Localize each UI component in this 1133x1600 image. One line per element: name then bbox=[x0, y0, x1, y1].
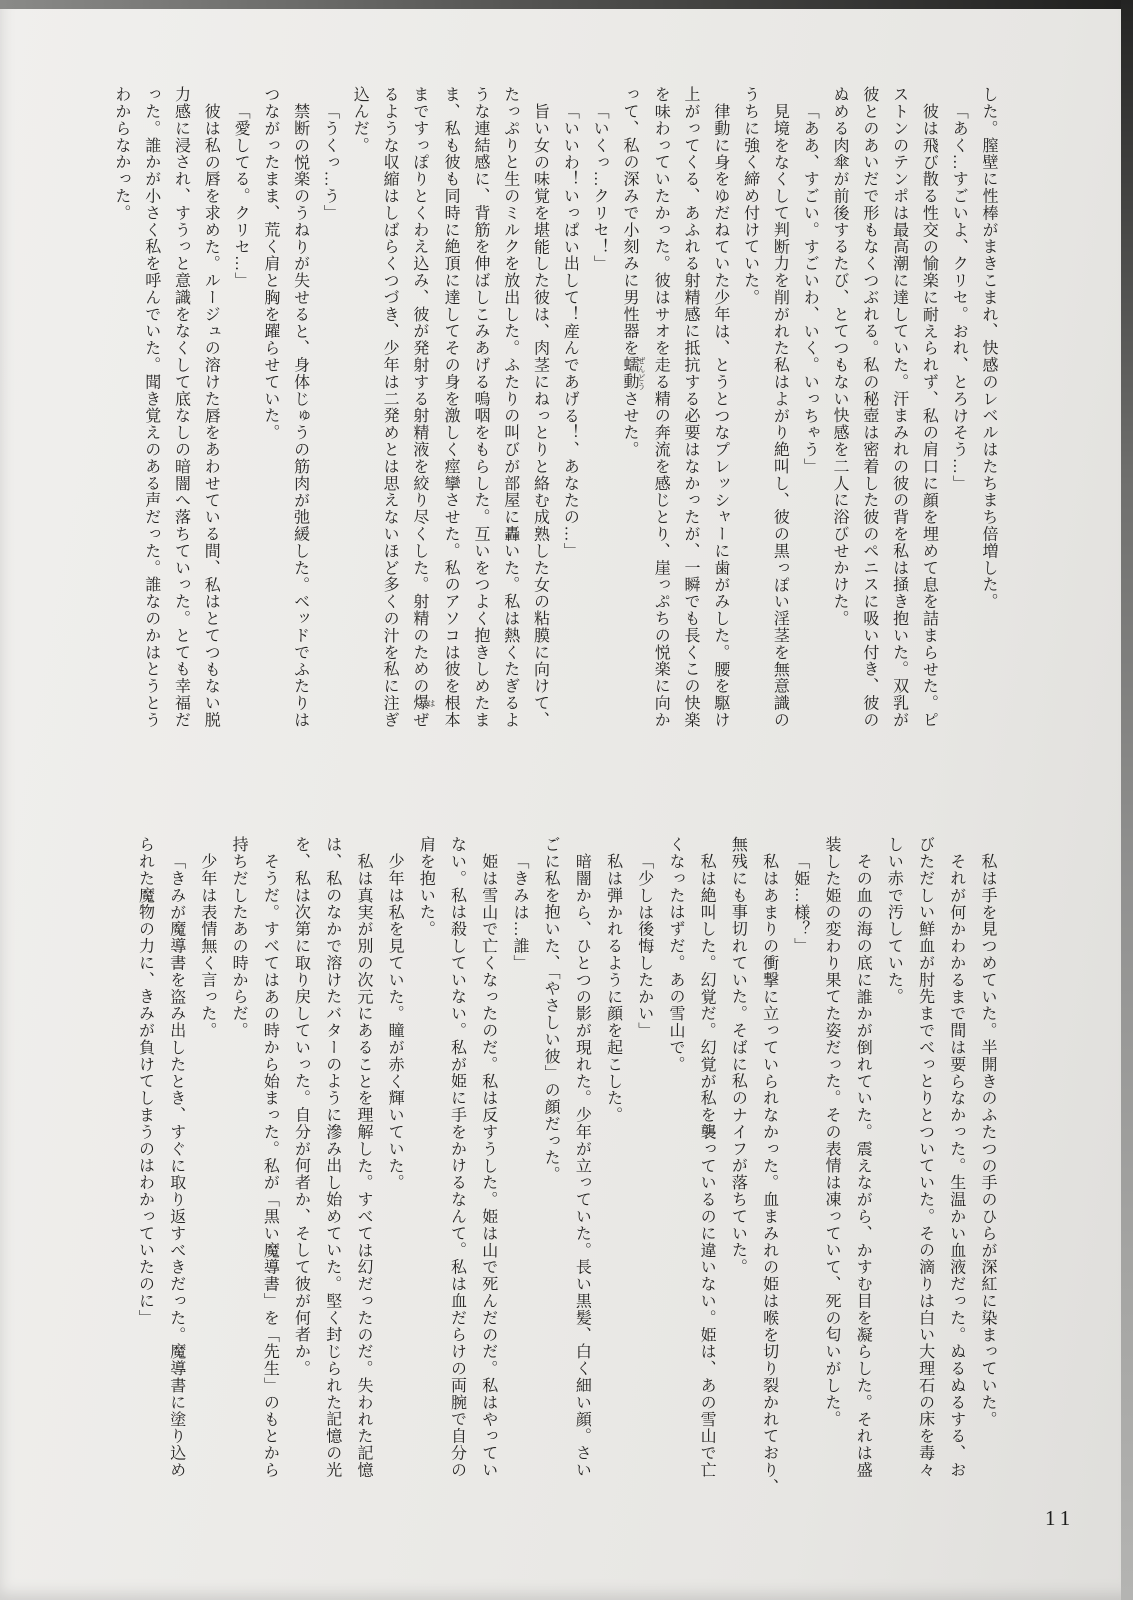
text-column: 持ちだしたあの時からだ。 bbox=[230, 836, 248, 1039]
text-column: うな連結感に、背筋を伸ばしこみあげる嗚咽をもらした。互いをつよく抱きしめたま bbox=[471, 86, 489, 729]
text-column: たっぷりと生のミルクを放出した。ふたりの叫びが部屋に轟いた。私は熱くたぎるよ bbox=[501, 86, 519, 729]
text-column: 装した姫の変わり果てた姿だった。その表情は凍っていて、死の匂いがした。 bbox=[822, 836, 840, 1428]
text-column: 上がってくる、あふれる射精感に抵抗する必要はなかったが、一瞬でも長くこの快楽 bbox=[682, 86, 700, 729]
text-column: 見境をなくして判断力を削がれた私はよがり絶叫し、彼の黒っぽい淫茎を無意識の bbox=[771, 103, 789, 729]
text-column: 彼とのあいだで形もなくつぶれる。私の秘壺は密着した彼のペニスに吸い付き、彼の bbox=[860, 86, 878, 729]
text-column: 私はあまりの衝撃に立っていられなかった。血まみれの姫は喉を切り裂かれており、 bbox=[760, 853, 778, 1496]
text-column: 「愛してる。クリセ…」 bbox=[232, 103, 250, 289]
text-column: を味わっていたかった。彼はサオを走る精の奔流を感じとり、崖っぷちの悦楽に向か bbox=[652, 86, 670, 729]
text-column: 姫は雪山で亡くなったのだ。私は反すうした。姫は山で死んだのだ。私はやってい bbox=[479, 853, 497, 1479]
text-column: 私は絶叫した。幻覚だ。幻覚が私を襲っているのに違いない。姫は、あの雪山で亡 bbox=[698, 853, 716, 1479]
text-column: 彼は飛び散る性交の愉楽に耐えられず、私の肩口に顔を埋めて息を詰まらせた。ピ bbox=[920, 103, 938, 729]
text-column: その血の海の底に誰かが倒れていた。震えながら、かすむ目を凝らした。それは盛 bbox=[854, 853, 872, 1479]
text-column: わからなかった。 bbox=[112, 86, 130, 222]
text-column: を、私は次第に取り戻していった。自分が何者か、そして彼が何者か。 bbox=[292, 836, 310, 1377]
scan-edge-top bbox=[0, 0, 1133, 9]
text-column: びただしい鮮血が肘先までべっとりとついていた。その滴りは白い大理石の床を毒々 bbox=[916, 836, 934, 1479]
furigana-ruby: 蠕動 ぜんどう bbox=[620, 356, 646, 391]
text-column: 「姫…様？」 bbox=[791, 853, 809, 955]
text-column: 力感に浸され、すうっと意識をなくして底なしの暗闇へ落ちていった。とても幸福だ bbox=[172, 86, 190, 729]
scan-edge-right bbox=[1121, 0, 1133, 1600]
text-column: 禁断の悦楽のうねりが失せると、身体じゅうの筋肉が弛緩した。ベッドでふたりは bbox=[291, 103, 309, 729]
text-column: ない。私は殺していない。私が姫に手をかけるなんて。私は血だらけの両腕で自分の bbox=[448, 836, 466, 1479]
text-column: 「きみが魔導書を盗み出したとき、すぐに取り返すべきだった。魔導書に塗り込め bbox=[167, 853, 185, 1479]
text-column: 私は手を見つめていた。半開きのふたつの手のひらが深紅に染まっていた。 bbox=[979, 853, 996, 1428]
text-column: 彼は私の唇を求めた。ルージュの溶けた唇をあわせている間、私はとてつもない脱 bbox=[202, 103, 220, 729]
text-column: られた魔物の力に、きみが負けてしまうのはわかっていたのに」 bbox=[136, 836, 154, 1327]
text-column: 込んだ。 bbox=[351, 86, 369, 154]
text-column: 暗闇から、ひとつの影が現れた。少年が立っていた。長い黒髪、白く細い顔。さい bbox=[573, 853, 591, 1479]
text-column: 無残にも事切れていた。そばに私のナイフが落ちていた。 bbox=[729, 836, 747, 1276]
furigana-ruby: 爆 は bbox=[410, 694, 436, 712]
text-block-top bbox=[106, 86, 1003, 772]
text-column: 「少しは後悔したかい」 bbox=[635, 853, 653, 1039]
text-column: しい赤で汚していた。 bbox=[885, 836, 903, 1005]
text-column: 律動に身をゆだねていた少年は、とうとつなプレッシャーに歯がみした。腰を駆け bbox=[711, 103, 729, 729]
text-column: 「いいわ！いっぱい出して！産んであげる！、あなたの…」 bbox=[561, 103, 579, 560]
text-column: ストンのテンポは最高潮に達していた。汗まみれの彼の背を私は掻き抱いた。双乳が bbox=[890, 86, 908, 729]
page-number: 11 bbox=[1045, 1506, 1076, 1530]
text-column: 「いくっ…クリセ！」 bbox=[591, 103, 609, 272]
text-column: 「うくっ…う」 bbox=[321, 103, 339, 222]
text-column: くなったはずだ。あの雪山で。 bbox=[666, 836, 684, 1073]
text-column: ぬめる肉傘が前後するたび、とてつもない快感を二人に浴びせかけた。 bbox=[831, 86, 849, 627]
text-column: うちに強く締め付けていた。 bbox=[741, 86, 759, 306]
text-column: 私は真実が別の次元にあることを理解した。すべては幻だったのだ。失われた記憶 bbox=[354, 853, 372, 1479]
text-column: は、私のなかで溶けたバターのように滲み出し始めていた。堅く封じられた記憶の光 bbox=[323, 836, 341, 1479]
text-column: まですっぽりとくわえ込み、彼が発射する射精液を絞り尽くした。射精のための爆 はぜ bbox=[410, 86, 436, 729]
text-column: るような収縮はしばらくつづき、少年は二発めとは思えないほど多くの汁を私に注ぎ bbox=[381, 86, 399, 729]
text-column: 肩を抱いた。 bbox=[417, 836, 435, 938]
text-column: 「あく…すごいよ、クリセ。おれ、とろけそう…」 bbox=[950, 103, 968, 492]
text-column: った。誰かが小さく私を呼んでいた。聞き覚えのある声だった。誰なのかはとうとう bbox=[142, 86, 160, 729]
text-column: 旨い女の味覚を堪能した彼は、肉茎にねっとりと絡む成熟した女の粘膜に向けて、 bbox=[531, 103, 549, 729]
text-column: 少年は私を見ていた。瞳が赤く輝いていた。 bbox=[386, 853, 404, 1191]
text-column: それが何かわかるまで間は要らなかった。生温かい血液だった。ぬるぬるする、お bbox=[947, 853, 965, 1479]
text-column: つながったまま、荒く肩と胸を躍らせていた。 bbox=[261, 86, 279, 441]
text-column: 少年は表情無く言った。 bbox=[198, 853, 216, 1039]
text-column: そうだ。すべてはあの時から始まった。私が「黒い魔導書」を「先生」のもとから bbox=[261, 853, 279, 1479]
text-column: 「ああ、すごい。すごいわ、いく。いっちゃう」 bbox=[801, 103, 819, 475]
text-column: 私は弾かれるように顔を起こした。 bbox=[604, 853, 622, 1124]
text-column: 「きみは…誰」 bbox=[510, 853, 528, 972]
text-column: した。膣壁に性棒がまきこまれ、快感のレベルはたちまち倍増した。 bbox=[980, 86, 997, 610]
text-column: って、私の深みで小刻みに男性器を蠕動 ぜんどうさせた。 bbox=[620, 86, 646, 458]
text-column: ま、私も彼も同時に絶頂に達してその身を激しく痙攣させた。私のアソコは彼を根本 bbox=[442, 86, 460, 729]
text-column: ごに私を抱いた、「やさしい彼」の顔だった。 bbox=[542, 836, 560, 1183]
text-block-bottom bbox=[129, 836, 1003, 1522]
